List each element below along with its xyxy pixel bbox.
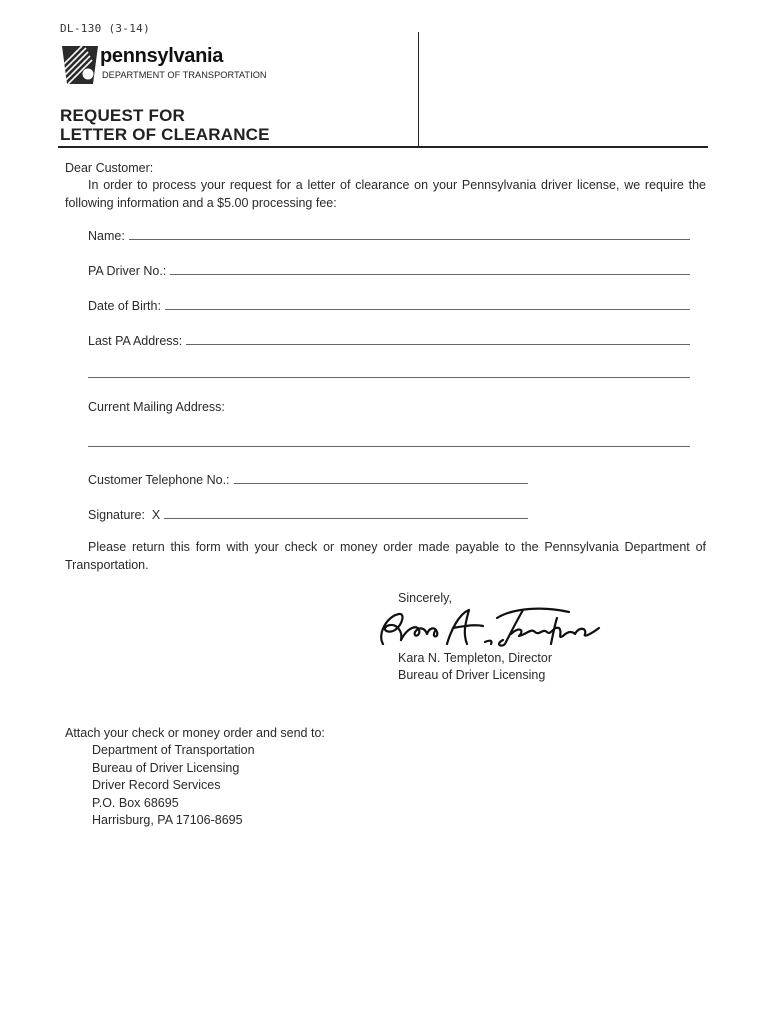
signature-label: Signature: X bbox=[88, 508, 161, 522]
telephone-label: Customer Telephone No.: bbox=[88, 473, 230, 487]
signer-bureau: Bureau of Driver Licensing bbox=[398, 668, 546, 682]
driver-number-label: PA Driver No.: bbox=[88, 264, 167, 278]
name-label: Name: bbox=[88, 229, 125, 243]
date-of-birth-field[interactable] bbox=[88, 295, 690, 313]
mailing-address-label: Current Mailing Address: bbox=[88, 400, 225, 414]
handwritten-signature bbox=[373, 604, 605, 652]
signature-field[interactable] bbox=[88, 504, 528, 522]
last-address-label: Last PA Address: bbox=[88, 334, 183, 348]
signer-name: Kara N. Templeton, Director bbox=[398, 651, 552, 665]
address-line: Driver Record Services bbox=[92, 778, 221, 792]
logo-department: DEPARTMENT OF TRANSPORTATION bbox=[102, 70, 267, 80]
driver-number-field[interactable] bbox=[88, 260, 690, 278]
mailing-address-block bbox=[92, 742, 255, 830]
last-address-field[interactable] bbox=[88, 330, 690, 348]
name-field[interactable] bbox=[88, 225, 690, 243]
logo-wordmark: pennsylvania bbox=[100, 45, 224, 67]
title-line-1: REQUEST FOR bbox=[60, 106, 185, 125]
address-line: Bureau of Driver Licensing bbox=[92, 760, 240, 775]
last-address-input-line-2[interactable] bbox=[88, 377, 690, 378]
title-line-2: LETTER OF CLEARANCE bbox=[60, 125, 270, 144]
driver-number-input-line[interactable] bbox=[170, 274, 690, 275]
form-title bbox=[60, 106, 270, 144]
intro-paragraph: In order to process your request for a letter of clearance on your Pennsylvania driver license, we require the following information and a $5.00 processing fee: bbox=[65, 178, 706, 210]
last-address-input-line[interactable] bbox=[186, 344, 690, 345]
address-line: Harrisburg, PA 17106-8695 bbox=[92, 813, 243, 827]
form-code: DL-130 (3-14) bbox=[60, 22, 150, 35]
header-divider-vertical bbox=[418, 32, 419, 148]
closing-paragraph: Please return this form with your check or money order made payable to the Pennsylvania Department of Transportation. bbox=[65, 540, 706, 572]
telephone-field[interactable] bbox=[88, 469, 528, 487]
salutation: Dear Customer: bbox=[65, 161, 154, 175]
signature-input-line[interactable] bbox=[164, 518, 528, 519]
date-of-birth-input-line[interactable] bbox=[165, 309, 690, 310]
keystone-logo-icon bbox=[60, 44, 100, 86]
date-of-birth-label: Date of Birth: bbox=[88, 299, 161, 313]
header-divider-horizontal bbox=[58, 146, 708, 148]
telephone-input-line[interactable] bbox=[234, 483, 528, 484]
address-line: P.O. Box 68695 bbox=[92, 795, 179, 810]
mailing-instructions: Attach your check or money order and send to: bbox=[65, 726, 325, 740]
sincerely-text: Sincerely, bbox=[398, 591, 452, 605]
address-line: Department of Transportation bbox=[92, 743, 255, 757]
mailing-address-input-line[interactable] bbox=[88, 446, 690, 447]
name-input-line[interactable] bbox=[129, 239, 690, 240]
